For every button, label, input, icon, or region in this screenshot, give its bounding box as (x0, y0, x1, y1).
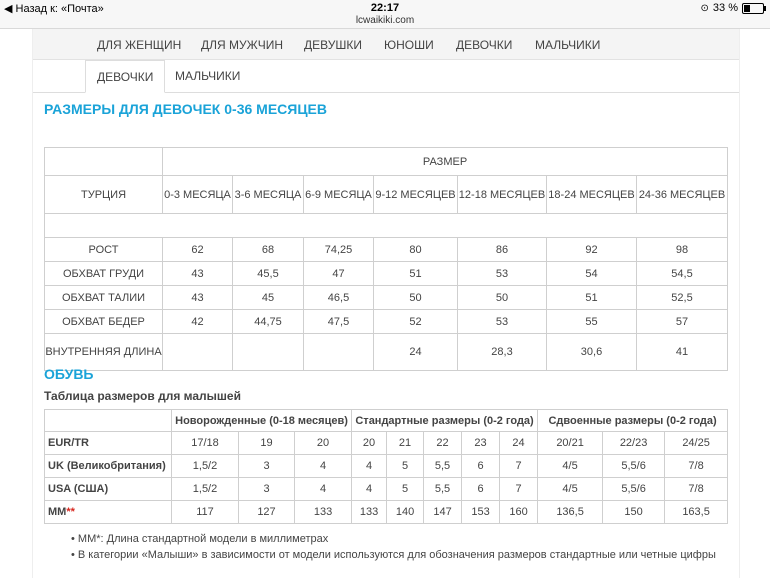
table-cell: 46,5 (304, 286, 374, 310)
country-label: ТУРЦИЯ (45, 176, 163, 214)
shoes-title: ОБУВЬ (44, 366, 94, 382)
table-cell: 86 (458, 238, 547, 262)
table-cell: 51 (374, 262, 458, 286)
row-label-text: UK (Великобритания) (48, 460, 166, 472)
table-cell: 5,5/6 (603, 455, 665, 478)
sizes-title: РАЗМЕРЫ ДЛЯ ДЕВОЧЕК 0-36 МЕСЯЦЕВ (44, 101, 328, 117)
main-navigation (33, 29, 739, 60)
row-label-text: MM (48, 506, 67, 518)
table-cell: 7/8 (665, 455, 728, 478)
column-header: 18-24 МЕСЯЦЕВ (547, 176, 637, 214)
row-label: ОБХВАТ ТАЛИИ (45, 286, 163, 310)
clock: 22:17 (370, 2, 400, 14)
table-cell: 43 (163, 286, 233, 310)
table-corner (45, 410, 172, 432)
row-label: РОСТ (45, 238, 163, 262)
footnote-marker: ** (66, 506, 75, 518)
column-header: 9-12 МЕСЯЦЕВ (374, 176, 458, 214)
table-cell: 54,5 (637, 262, 728, 286)
shoe-size-table (44, 409, 728, 524)
group-header: Сдвоенные размеры (0-2 года) (538, 410, 728, 432)
row-label-text: USA (США) (48, 483, 109, 495)
table-cell: 4 (352, 455, 387, 478)
table-cell: 163,5 (665, 501, 728, 524)
table-cell: 51 (547, 286, 637, 310)
table-cell (163, 334, 233, 371)
table-cell: 133 (295, 501, 352, 524)
back-to-mail-link[interactable]: ◀ Назад к: «Почта» (4, 3, 104, 15)
column-header: 0-3 МЕСЯЦА (163, 176, 233, 214)
sub-tabs (33, 60, 739, 93)
table-cell: 28,3 (458, 334, 547, 371)
table-cell: 3 (239, 455, 295, 478)
group-header: Новорожденные (0-18 месяцев) (172, 410, 352, 432)
table-cell: 127 (239, 501, 295, 524)
row-label (45, 455, 172, 478)
status-bar (0, 0, 770, 29)
battery-icon (742, 3, 764, 14)
table-cell: 47 (304, 262, 374, 286)
address-url[interactable]: lcwaikiki.com (355, 15, 415, 26)
table-cell: 140 (387, 501, 424, 524)
nav-boys[interactable]: МАЛЬЧИКИ (535, 38, 601, 52)
table-cell: 24 (500, 432, 538, 455)
table-cell: 150 (603, 501, 665, 524)
table-cell (233, 334, 304, 371)
table-cell: 5 (387, 455, 424, 478)
table-header-row (45, 410, 728, 432)
table-cell: 57 (637, 310, 728, 334)
table-cell: 5 (387, 478, 424, 501)
table-cell: 1,5/2 (172, 478, 239, 501)
table-cell: 30,6 (547, 334, 637, 371)
table-cell: 4 (295, 455, 352, 478)
table-cell: 133 (352, 501, 387, 524)
column-header: 12-18 МЕСЯЦЕВ (458, 176, 547, 214)
table-row (45, 478, 728, 501)
table-cell: 7 (500, 455, 538, 478)
row-label (45, 501, 172, 524)
table-row (45, 262, 728, 286)
page-content (32, 29, 740, 578)
table-cell: 153 (462, 501, 500, 524)
table-cell: 52 (374, 310, 458, 334)
status-indicators (701, 2, 764, 14)
column-header: 3-6 МЕСЯЦА (233, 176, 304, 214)
table-cell (304, 334, 374, 371)
table-row (45, 286, 728, 310)
table-cell: 6 (462, 478, 500, 501)
table-cell: 68 (233, 238, 304, 262)
battery-level (744, 5, 750, 12)
tab-boys[interactable]: МАЛЬЧИКИ (175, 69, 241, 83)
table-cell: 160 (500, 501, 538, 524)
table-cell: 7 (500, 478, 538, 501)
table-cell: 147 (424, 501, 462, 524)
table-corner (45, 148, 163, 176)
table-cell: 5,5 (424, 478, 462, 501)
table-row (45, 432, 728, 455)
table-cell: 5,5 (424, 455, 462, 478)
table-cell: 4 (295, 478, 352, 501)
size-table-body (45, 238, 728, 371)
table-cell: 17/18 (172, 432, 239, 455)
table-cell: 5,5/6 (603, 478, 665, 501)
nav-men[interactable]: ДЛЯ МУЖЧИН (201, 38, 283, 52)
table-cell: 22 (424, 432, 462, 455)
row-label: ОБХВАТ БЕДЕР (45, 310, 163, 334)
table-cell: 136,5 (538, 501, 603, 524)
table-cell: 55 (547, 310, 637, 334)
table-cell: 44,75 (233, 310, 304, 334)
table-cell: 47,5 (304, 310, 374, 334)
table-cell: 92 (547, 238, 637, 262)
table-row (45, 238, 728, 262)
table-cell: 41 (637, 334, 728, 371)
table-row (45, 455, 728, 478)
tab-girls[interactable]: ДЕВОЧКИ (85, 60, 165, 93)
column-header: 24-36 МЕСЯЦЕВ (637, 176, 728, 214)
table-cell: 22/23 (603, 432, 665, 455)
shoes-subtitle: Таблица размеров для малышей (44, 389, 241, 403)
table-cell: 3 (239, 478, 295, 501)
size-group-header: РАЗМЕР (163, 148, 728, 176)
table-cell: 20 (352, 432, 387, 455)
table-cell: 80 (374, 238, 458, 262)
nav-girls-teen[interactable]: ДЕВУШКИ (304, 38, 362, 52)
table-cell: 45 (233, 286, 304, 310)
table-cell: 98 (637, 238, 728, 262)
table-cell: 21 (387, 432, 424, 455)
table-cell: 7/8 (665, 478, 728, 501)
table-cell: 50 (458, 286, 547, 310)
table-cell: 6 (462, 455, 500, 478)
table-cell: 53 (458, 310, 547, 334)
nav-women[interactable]: ДЛЯ ЖЕНЩИН (97, 38, 182, 52)
nav-boys-teen[interactable]: ЮНОШИ (384, 38, 434, 52)
table-cell: 42 (163, 310, 233, 334)
table-cell: 74,25 (304, 238, 374, 262)
table-cell: 1,5/2 (172, 455, 239, 478)
table-cell: 24/25 (665, 432, 728, 455)
table-cell: 54 (547, 262, 637, 286)
table-cell: 45,5 (233, 262, 304, 286)
table-row (45, 501, 728, 524)
row-label-text: EUR/TR (48, 437, 89, 449)
shoe-table-body (45, 410, 728, 524)
table-cell: 43 (163, 262, 233, 286)
table-cell: 4/5 (538, 478, 603, 501)
table-row (45, 310, 728, 334)
spacer-row (45, 214, 728, 238)
table-cell: 4 (352, 478, 387, 501)
table-cell: 50 (374, 286, 458, 310)
girls-size-table (44, 147, 728, 371)
table-cell: 20 (295, 432, 352, 455)
table-cell: 24 (374, 334, 458, 371)
column-header: 6-9 МЕСЯЦА (304, 176, 374, 214)
table-cell: 117 (172, 501, 239, 524)
row-label: ОБХВАТ ГРУДИ (45, 262, 163, 286)
note-sizes: • В категории «Малыши» в зависимости от модели используются для обозначения размеров стандартные или четные цифры (71, 549, 716, 561)
table-row (45, 334, 728, 371)
rotation-lock-icon: ⊙ (700, 2, 709, 14)
table-cell: 52,5 (637, 286, 728, 310)
table-cell: 23 (462, 432, 500, 455)
row-label: ВНУТРЕННЯЯ ДЛИНА (45, 334, 163, 371)
table-cell: 62 (163, 238, 233, 262)
battery-percent: 33 % (712, 2, 738, 14)
table-cell: 19 (239, 432, 295, 455)
nav-girls[interactable]: ДЕВОЧКИ (456, 38, 513, 52)
table-cell: 53 (458, 262, 547, 286)
shoe-notes (71, 532, 731, 564)
group-header: Стандартные размеры (0-2 года) (352, 410, 538, 432)
note-mm: • MM*: Длина стандартной модели в миллиметрах (71, 533, 329, 545)
row-label (45, 432, 172, 455)
table-cell: 20/21 (538, 432, 603, 455)
row-label (45, 478, 172, 501)
table-cell: 4/5 (538, 455, 603, 478)
